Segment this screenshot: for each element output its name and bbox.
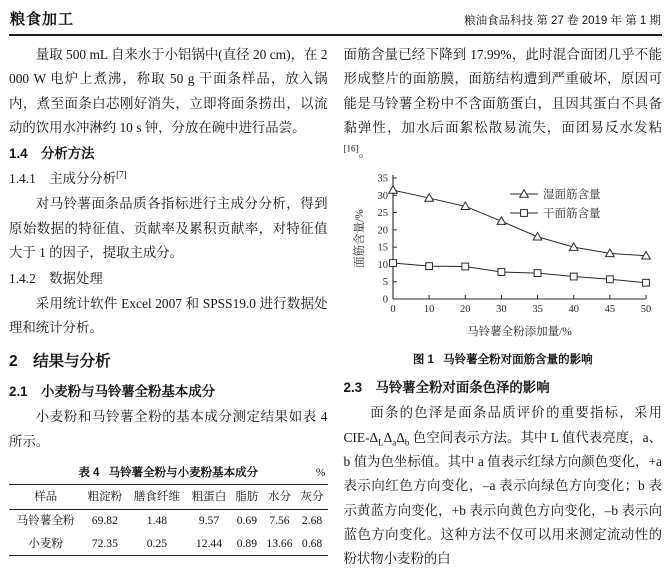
table-column-header: 样品 xyxy=(9,485,82,509)
svg-text:40: 40 xyxy=(568,303,579,315)
heading-title: 马铃薯全粉对面条色泽的影响 xyxy=(375,379,550,395)
svg-text:35: 35 xyxy=(377,173,388,185)
table-cell: 0.69 xyxy=(236,514,258,528)
heading-number: 2.1 xyxy=(9,383,28,399)
table-cell: 小麦粉 xyxy=(28,536,64,550)
legend-entry: 湿面筋含量 xyxy=(542,188,601,201)
table-cell: 2.68 xyxy=(301,514,323,528)
running-head xyxy=(9,6,662,34)
heading-2 xyxy=(9,348,328,376)
svg-text:45: 45 xyxy=(604,303,615,315)
svg-text:10: 10 xyxy=(377,259,388,271)
table-cell: 12.44 xyxy=(195,536,223,550)
table-cell: 69.82 xyxy=(91,514,118,528)
svg-text:30: 30 xyxy=(377,190,388,202)
table-cell: 7.56 xyxy=(269,514,290,528)
svg-text:15: 15 xyxy=(377,242,388,254)
table-4-caption xyxy=(9,464,328,482)
svg-text:30: 30 xyxy=(495,303,507,315)
table-row xyxy=(9,509,328,532)
right-column xyxy=(344,43,663,572)
heading-title: 小麦粉与马铃薯全粉基本成分 xyxy=(41,383,216,399)
gluten-content-line-chart xyxy=(352,169,654,341)
svg-text:马铃薯全粉添加量/%: 马铃薯全粉添加量/% xyxy=(466,325,572,338)
heading-1-4-1 xyxy=(9,167,328,191)
figure-caption-title: 马铃薯全粉对面筋含量的影响 xyxy=(443,354,593,367)
citation-ref-7: [7] xyxy=(116,169,127,180)
paragraph-gluten-discussion xyxy=(344,43,663,165)
svg-text:20: 20 xyxy=(459,303,471,315)
table-column-header: 水分 xyxy=(262,485,296,509)
table-unit: % xyxy=(315,467,326,480)
figure-1-caption xyxy=(344,351,663,369)
left-column xyxy=(9,43,328,572)
two-column-body xyxy=(9,43,662,572)
heading-number: 1.4.1 xyxy=(9,170,36,186)
heading-number: 1.4.2 xyxy=(9,270,36,286)
header-rule xyxy=(9,34,662,36)
table-cell: 13.66 xyxy=(266,536,293,550)
heading-title: 结果与分析 xyxy=(33,352,111,370)
table-cell: 1.48 xyxy=(146,514,168,528)
citation-ref-16: [16] xyxy=(343,143,359,154)
table-cell: 0.25 xyxy=(146,536,168,550)
svg-text:25: 25 xyxy=(377,208,388,220)
paragraph-data-processing: 采用统计软件 Excel 2007 和 SPSS19.0 进行数据处理和统计分析。 xyxy=(9,295,328,336)
table-row xyxy=(9,532,328,555)
heading-2-1 xyxy=(9,380,328,404)
table-cell: 9.57 xyxy=(198,514,220,528)
paragraph-text: 色空间表示方法。其中 L 值代表亮度，a、b 值为色坐标值。其中 a 值表示红绿方向颜色变化，+a 表示向红色方向变化，–a 表示向绿色方向变化；b 表示黄蓝方向变化，+b 表示向黄色方向变化，–b 表示向蓝色方向变化。这种方法不仅可以用来测定流动性的粉状物小麦粉的白 xyxy=(343,429,662,567)
table-cell: 72.35 xyxy=(91,536,118,550)
table-column-header: 膳食纤维 xyxy=(127,485,186,509)
legend-entry: 干面筋含量 xyxy=(542,207,601,220)
heading-1-4-2 xyxy=(9,267,328,291)
svg-text:10: 10 xyxy=(423,303,435,315)
table-column-header: 脂肪 xyxy=(231,485,262,509)
running-head-journal: 粮油食品科技 第 27 卷 2019 年 第 1 期 xyxy=(464,15,661,27)
heading-title: 分析方法 xyxy=(41,145,95,161)
figure-caption-label: 图 1 xyxy=(412,354,434,367)
subscript-a: a xyxy=(392,437,397,448)
svg-text:面筋含量/%: 面筋含量/% xyxy=(353,209,366,268)
paragraph-text: Δ xyxy=(383,429,393,445)
table-cell: 马铃薯全粉 xyxy=(16,514,75,528)
subscript-b: b xyxy=(404,437,410,448)
table-caption-label: 表 4 xyxy=(78,467,100,480)
paragraph-text: 面条的色泽是面条品质评价的重要指标，采用 CIE-Δ xyxy=(343,405,662,445)
heading-number: 2 xyxy=(9,352,18,370)
heading-number: 2.3 xyxy=(343,379,363,395)
heading-title: 主成分分析 xyxy=(49,170,117,186)
heading-title: 数据处理 xyxy=(49,270,103,286)
paragraph-pca: 对马铃薯面条品质各指标进行主成分分析，得到原始数据的特征值、贡献率及累积贡献率，对特征值大于 1 的因子，提取主成分。 xyxy=(9,196,328,261)
paragraph-table-intro: 小麦粉和马铃薯全粉的基本成分测定结果如表 4 所示。 xyxy=(9,409,328,449)
heading-number: 1.4 xyxy=(9,145,28,161)
table-column-header: 灰分 xyxy=(297,485,328,509)
svg-text:20: 20 xyxy=(377,225,388,237)
heading-1-4 xyxy=(9,142,328,166)
svg-text:5: 5 xyxy=(382,277,388,289)
svg-text:50: 50 xyxy=(640,303,651,315)
paragraph-text: 面筋含量已经下降到 17.99%，此时混合面团几乎不能形成整片的面筋膜，面筋结构遭到严重破坏，原因可能是马铃薯全粉中不含面筋蛋白，且因其蛋白不具备黏弹性，加水后面絮松散易流失，面团易反水发粘 xyxy=(343,47,662,136)
table-cell: 0.89 xyxy=(236,536,258,550)
svg-text:0: 0 xyxy=(390,303,396,315)
figure-1-chart xyxy=(344,169,663,349)
table-caption-title: 马铃薯全粉与小麦粉基本成分 xyxy=(108,467,259,480)
paragraph-cooking-method: 量取 500 mL 自来水于小铝锅中(直径 20 cm)，在 2 000 W 电炉上煮沸，称取 50 g 干面条样品，放入锅内，煮至面条白芯刚好消失，立即将面条捞出，以流动的饮用水冲淋约 10 s 钟，分放在碗中进行品尝。 xyxy=(9,47,328,136)
paragraph-color-space xyxy=(344,401,663,572)
table-4-header xyxy=(9,485,328,509)
table-4-block xyxy=(9,464,328,556)
heading-2-3 xyxy=(344,376,663,400)
svg-text:0: 0 xyxy=(382,294,388,306)
table-column-header: 粗蛋白 xyxy=(186,485,231,509)
table-4 xyxy=(9,484,328,555)
subscript-L: L xyxy=(378,437,384,448)
paragraph-text: Δ xyxy=(396,429,405,445)
table-column-header: 粗淀粉 xyxy=(82,485,127,509)
svg-text:35: 35 xyxy=(532,303,543,315)
table-cell: 0.68 xyxy=(301,536,323,550)
table-4-body xyxy=(9,509,328,555)
paragraph-tail: 。 xyxy=(358,144,372,160)
running-head-section: 粮食加工 xyxy=(10,11,75,28)
